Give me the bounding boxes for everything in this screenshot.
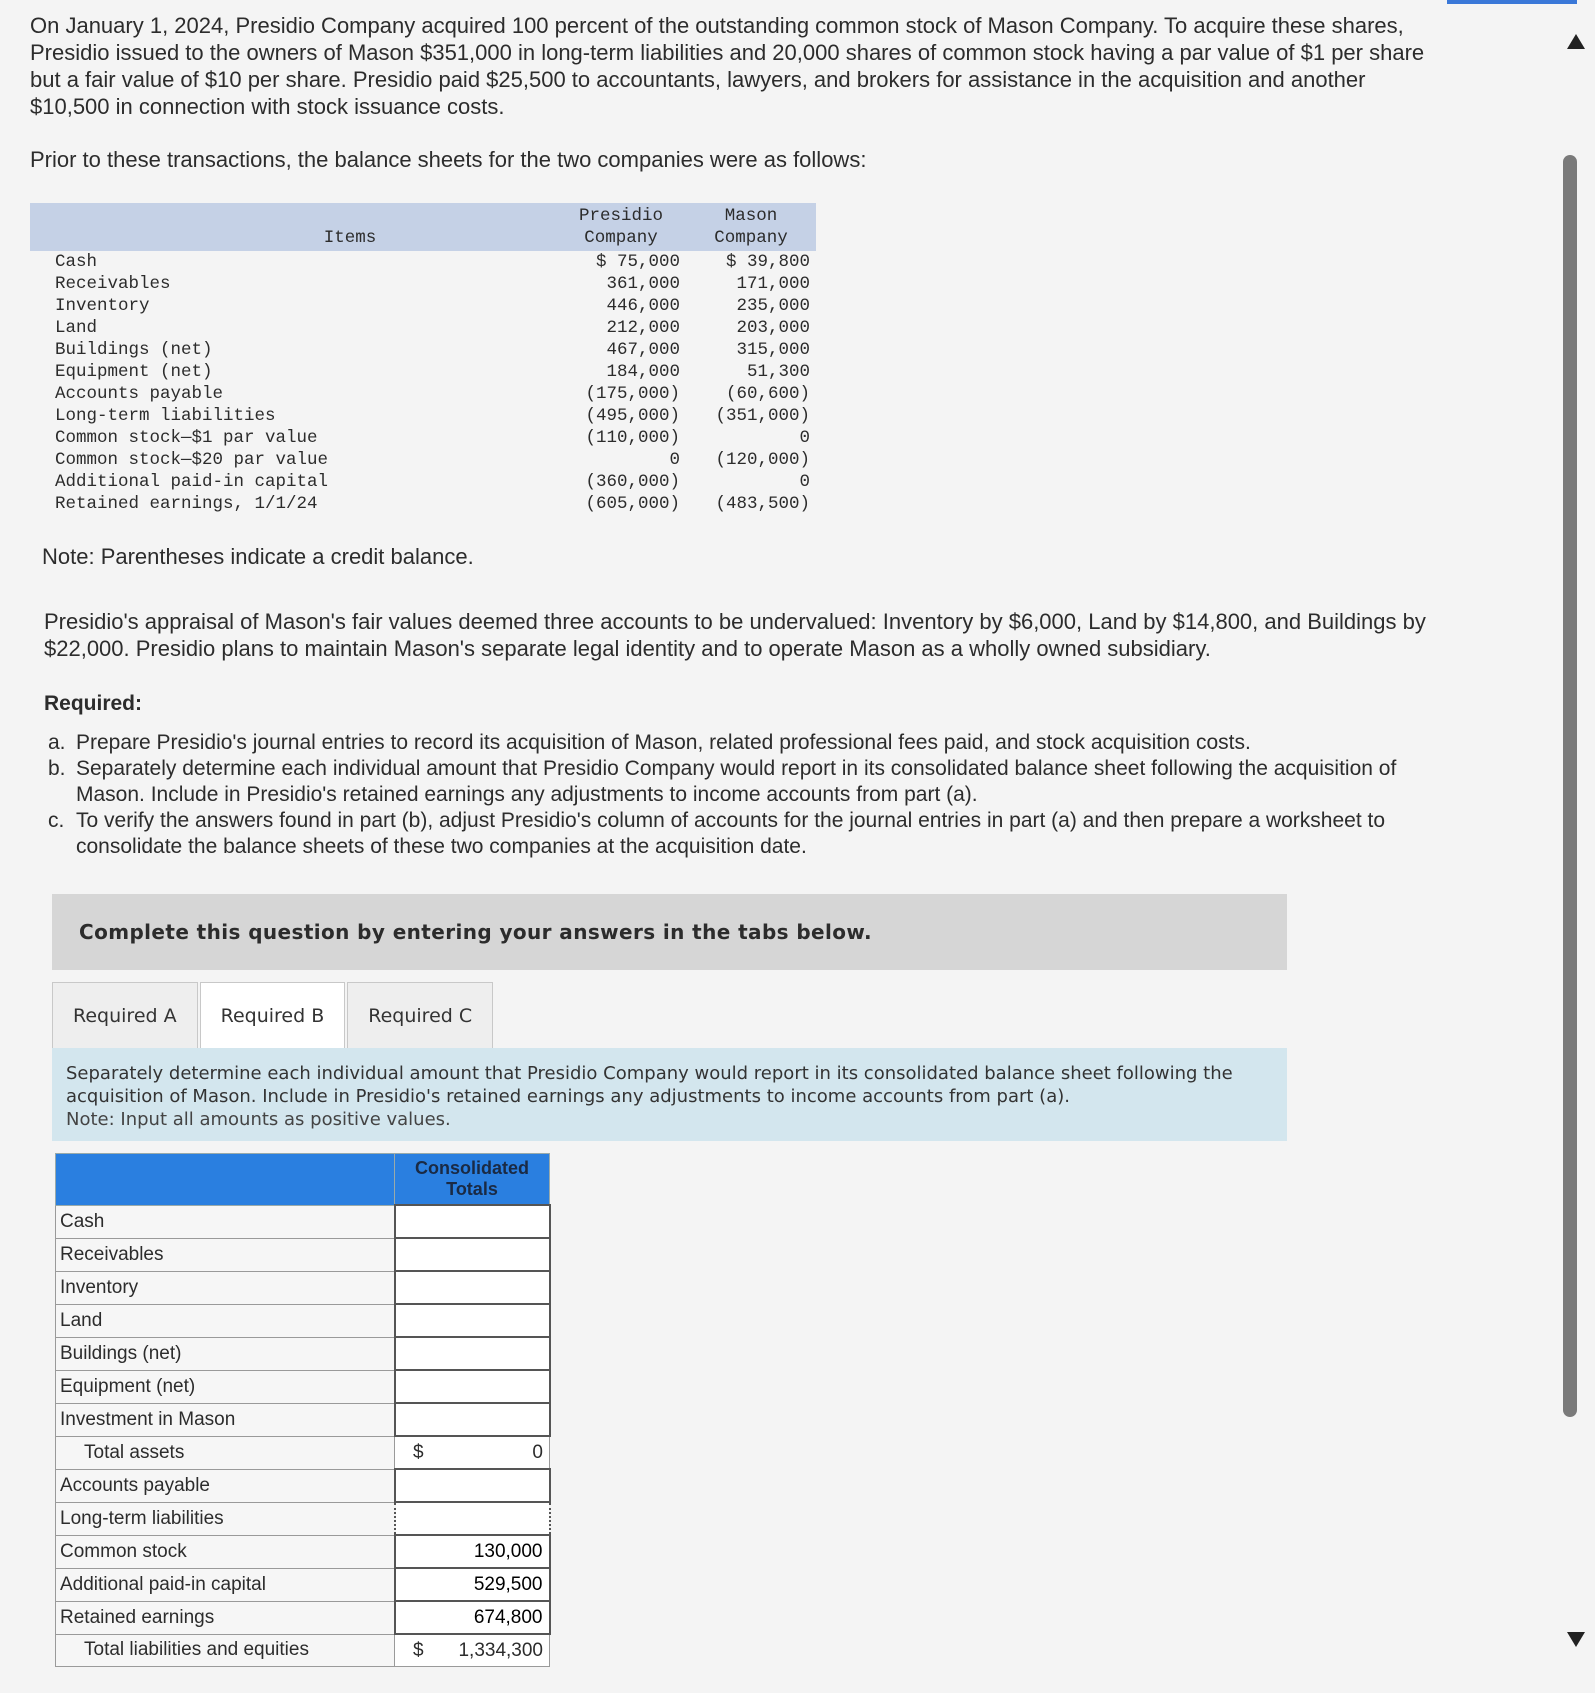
problem-prior: Prior to these transactions, the balance sheets for the two companies were as follows: [30, 147, 867, 172]
table-row: Common stock—$20 par value 0 (120,000) [55, 450, 810, 470]
scroll-up-arrow-icon[interactable] [1567, 34, 1585, 49]
table-row: Additional paid-in capital (360,000) 0 [55, 472, 810, 492]
buildings-input[interactable] [396, 1338, 549, 1369]
table-row: Accounts payable [56, 1469, 550, 1502]
total-assets-value: $ 0 [395, 1436, 550, 1469]
tab-required-c[interactable]: Required C [347, 982, 493, 1048]
inventory-input[interactable] [396, 1272, 549, 1303]
additional-paid-in-capital-input[interactable] [396, 1569, 549, 1600]
table-row: Buildings (net) 467,000 315,000 [55, 340, 810, 360]
table-row: Long-term liabilities [56, 1502, 550, 1535]
equipment-input[interactable] [396, 1371, 549, 1402]
long-term-liabilities-input[interactable] [396, 1503, 549, 1534]
col-header-items: Items [30, 203, 556, 251]
total-assets-row [56, 1436, 550, 1469]
question-banner: Complete this question by entering your answers in the tabs below. [52, 894, 1287, 970]
total-liabilities-label: Total liabilities and equities [56, 1634, 395, 1667]
table-row: Receivables [56, 1238, 550, 1271]
answer-header-consolidated: Consolidated Totals [395, 1154, 550, 1206]
consolidated-totals-table [55, 1153, 551, 1667]
table-row: Investment in Mason [56, 1403, 550, 1436]
table-row: Accounts payable (175,000) (60,600) [55, 384, 810, 404]
table-row: Cash $ 75,000 $ 39,800 [55, 252, 810, 272]
instructions-note: Note: Input all amounts as positive values. [66, 1109, 451, 1130]
tab-required-a[interactable]: Required A [52, 982, 198, 1048]
table-row: Land 212,000 203,000 [55, 318, 810, 338]
table-row: Common stock 130,000 [56, 1535, 550, 1568]
cash-input[interactable] [396, 1206, 549, 1237]
main-content [30, 10, 1450, 1667]
tab-required-b[interactable]: Required B [200, 982, 346, 1048]
col-header-mason: Mason Company [686, 203, 816, 251]
required-item-c: c. To verify the answers found in part (b), adjust Presidio's column of accounts for the journal entries in part (a) and then prepare a worksheet to consolidate the balance sheets of these two companies at the acquisition date. [48, 809, 1386, 858]
table-row: Receivables 361,000 171,000 [55, 274, 810, 294]
table-row: Retained earnings, 1/1/24 (605,000) (483,500) [55, 494, 810, 514]
problem-intro: On January 1, 2024, Presidio Company acquired 100 percent of the outstanding common stock of Mason Company. To acquire these shares, Presidio issued to the owners of Mason $351,000 in long-term liabilities and 20,000 shares of common stock having a par value of $1 per share but a fair value of $10 per share. Presidio paid $25,500 to accountants, lawyers, and brokers for assistance in the acquisition and another $10,500 in connection with stock issuance costs. [30, 13, 1425, 119]
table-row: Retained earnings 674,800 [56, 1601, 550, 1634]
receivables-input[interactable] [396, 1239, 549, 1270]
required-heading: Required: [44, 692, 143, 715]
col-header-presidio: Presidio Company [556, 203, 686, 251]
total-liabilities-value: $ 1,334,300 [395, 1634, 550, 1667]
tab-bar [52, 982, 1450, 1048]
required-list [48, 730, 1428, 860]
table-row: Buildings (net) [56, 1337, 550, 1370]
table-row: Equipment (net) [56, 1370, 550, 1403]
total-assets-label: Total assets [56, 1436, 395, 1469]
answer-header-blank [56, 1154, 395, 1206]
table-row: Cash [56, 1205, 550, 1238]
investment-in-mason-input[interactable] [396, 1404, 549, 1435]
table-row: Inventory 446,000 235,000 [55, 296, 810, 316]
required-item-b: b. Separately determine each individual amount that Presidio Company would report in its consolidated balance sheet following the acquisition of Mason. Include in Presidio's retained earnings any adjustments to income accounts from part (a). [48, 757, 1397, 806]
total-liabilities-row [56, 1634, 550, 1667]
required-item-a: a. Prepare Presidio's journal entries to record its acquisition of Mason, related professional fees paid, and stock acquisition costs. [48, 731, 1251, 754]
instructions-text: Separately determine each individual amount that Presidio Company would report in its consolidated balance sheet following the acquisition of Mason. Include in Presidio's retained earnings any adjustments to income accounts from part (a). [66, 1063, 1233, 1107]
table-row: Additional paid-in capital 529,500 [56, 1568, 550, 1601]
accounts-payable-input[interactable] [396, 1470, 549, 1501]
credit-balance-note: Note: Parentheses indicate a credit balance. [42, 544, 474, 569]
table-row: Long-term liabilities (495,000) (351,000) [55, 406, 810, 426]
balance-sheet-table [30, 203, 816, 515]
land-input[interactable] [396, 1305, 549, 1336]
scroll-thumb[interactable] [1563, 155, 1577, 1417]
retained-earnings-input[interactable] [396, 1602, 549, 1633]
table-row: Land [56, 1304, 550, 1337]
table-row: Common stock—$1 par value (110,000) 0 [55, 428, 810, 448]
scroll-down-arrow-icon[interactable] [1567, 1632, 1585, 1647]
common-stock-input[interactable] [396, 1536, 549, 1567]
scrollbar[interactable] [1555, 0, 1595, 1693]
table-row: Equipment (net) 184,000 51,300 [55, 362, 810, 382]
appraisal-text: Presidio's appraisal of Mason's fair values deemed three accounts to be undervalued: Inventory by $6,000, Land by $14,800, and Buildings by $22,000. Presidio plans to maintain Mason's separate legal identity and to operate Mason as a wholly owned subsidiary. [44, 609, 1426, 661]
table-row: Inventory [56, 1271, 550, 1304]
instructions-panel [52, 1048, 1287, 1141]
